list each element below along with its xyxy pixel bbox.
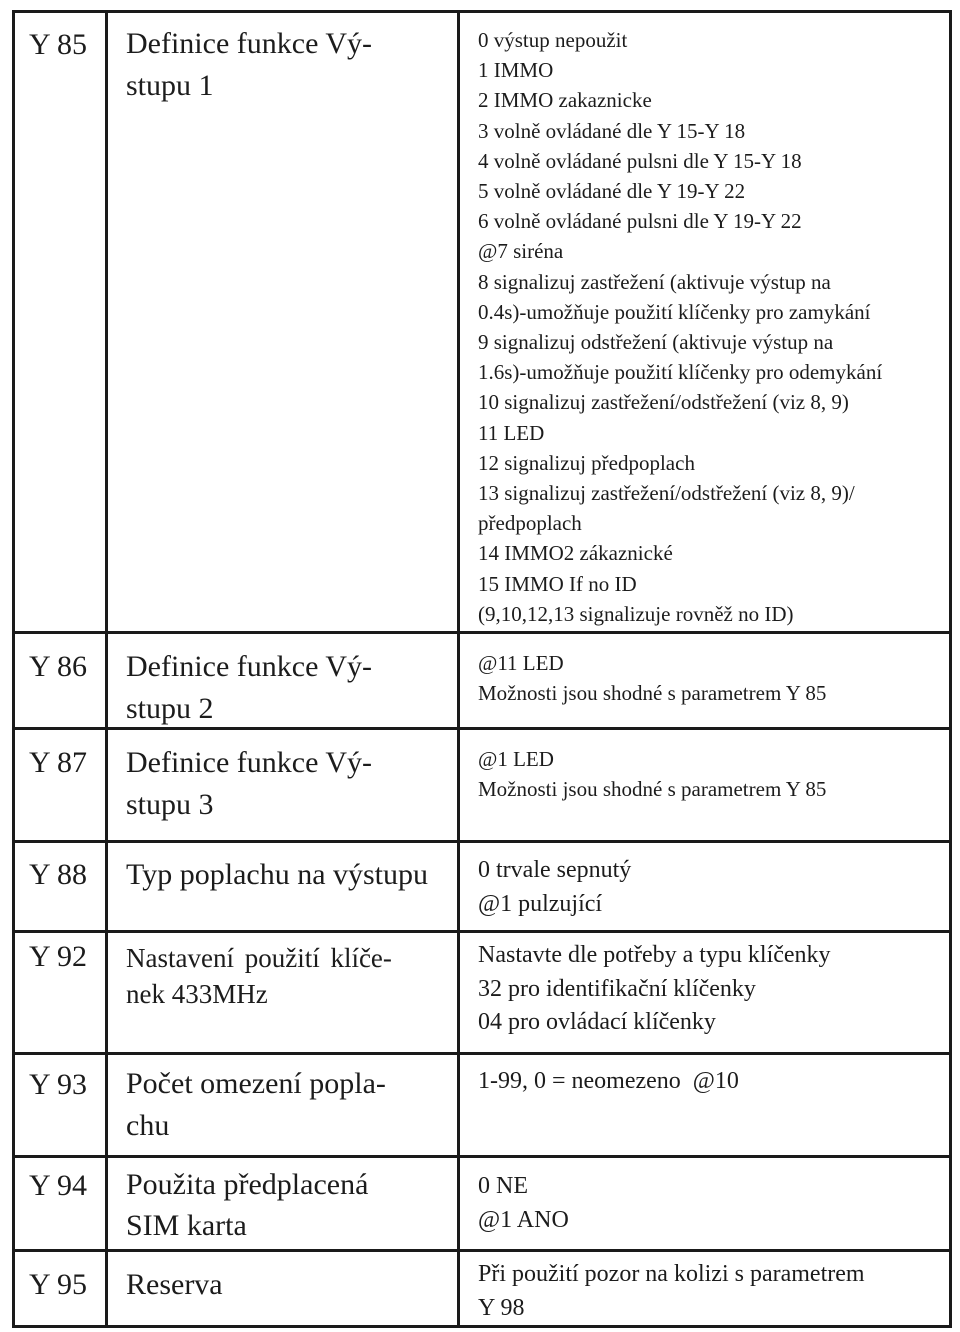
table-row	[12, 10, 952, 634]
param-code-cell	[12, 1249, 108, 1328]
value-list	[478, 744, 826, 804]
value-list	[478, 25, 882, 629]
param-name-line: Definice funkce Vý-	[126, 746, 373, 779]
value-line: Možnosti jsou shodné s parametrem Y 85	[478, 681, 827, 706]
param-name-line: Nastavení použití klíče-	[126, 943, 392, 973]
param-name-line: SIM karta	[126, 1209, 247, 1242]
parameter-table	[12, 10, 952, 1328]
param-code-cell	[12, 930, 108, 1055]
param-name-line: Definice funkce Vý-	[126, 27, 373, 60]
param-value-cell	[457, 727, 952, 843]
param-name-cell	[105, 840, 460, 933]
param-code: Y 88	[29, 858, 88, 891]
param-name-line: Reserva	[126, 1268, 223, 1301]
table-row	[12, 631, 952, 730]
value-line: 13 signalizuj zastřežení/odstřežení (viz 8, 9)/	[478, 481, 855, 506]
param-code: Y 86	[29, 650, 88, 683]
value-line: Nastavte dle potřeby a typu klíčenky	[478, 942, 831, 968]
param-name-line: nek 433MHz	[126, 979, 268, 1009]
value-line: 6 volně ovládané pulsni dle Y 19-Y 22	[478, 209, 802, 234]
param-name-cell	[105, 727, 460, 843]
param-value-cell	[457, 10, 952, 634]
param-name-cell	[105, 930, 460, 1055]
value-line: Možnosti jsou shodné s parametrem Y 85	[478, 777, 827, 802]
value-line: 9 signalizuj odstřežení (aktivuje výstup na	[478, 330, 834, 355]
param-name-cell	[105, 1155, 460, 1252]
param-name-cell	[105, 1249, 460, 1328]
param-name-line: stupu 2	[126, 692, 214, 725]
value-line: 32 pro identifikační klíčenky	[478, 975, 756, 1002]
value-line: 04 pro ovládací klíčenky	[478, 1009, 716, 1035]
table-row	[12, 1155, 952, 1252]
table-row	[12, 930, 952, 1055]
table-row	[12, 1249, 952, 1328]
value-list	[478, 939, 831, 1040]
value-list	[478, 1065, 739, 1099]
param-code-cell	[12, 840, 108, 933]
param-code: Y 92	[29, 940, 88, 973]
param-code-cell	[12, 727, 108, 843]
param-name-cell	[105, 631, 460, 730]
value-line: 1.6s)-umožňuje použití klíčenky pro odemykání	[478, 360, 883, 385]
table-row	[12, 840, 952, 933]
table-row	[12, 1052, 952, 1158]
param-code: Y 87	[29, 746, 88, 779]
param-value-cell	[457, 1249, 952, 1328]
param-code-cell	[12, 10, 108, 634]
value-line: předpoplach	[478, 511, 582, 536]
param-name-line: Počet omezení popla-	[126, 1067, 386, 1100]
param-name-line: Použita předplacená	[126, 1168, 369, 1201]
param-code: Y 94	[29, 1169, 88, 1202]
value-list	[478, 854, 631, 921]
param-name-line: Definice funkce Vý-	[126, 650, 373, 683]
value-line: Při použití pozor na kolizi s parametrem	[478, 1261, 865, 1287]
value-line: 0.4s)-umožňuje použití klíčenky pro zamykání	[478, 299, 871, 324]
param-value-cell	[457, 1052, 952, 1158]
value-line: 4 volně ovládané pulsni dle Y 15-Y 18	[478, 148, 802, 173]
param-name-line: stupu 1	[126, 69, 214, 102]
value-line: Y 98	[478, 1294, 525, 1321]
value-line: 0 trvale sepnutý	[478, 857, 632, 883]
value-line: 2 IMMO zakaznicke	[478, 88, 652, 113]
value-line: @11 LED	[478, 651, 564, 675]
param-code: Y 95	[29, 1268, 88, 1301]
value-line: 11 LED	[478, 420, 545, 445]
value-line: 14 IMMO2 zákaznické	[478, 541, 673, 566]
value-list	[478, 648, 826, 708]
value-list	[478, 1258, 865, 1325]
param-code: Y 93	[29, 1068, 88, 1101]
param-value-cell	[457, 631, 952, 730]
param-name-cell	[105, 1052, 460, 1158]
value-line: @1 LED	[478, 747, 554, 771]
param-value-cell	[457, 930, 952, 1055]
param-value-cell	[457, 1155, 952, 1252]
value-line: 3 volně ovládané dle Y 15-Y 18	[478, 118, 746, 143]
param-code-cell	[12, 1052, 108, 1158]
value-line: 1-99, 0 = neomezeno @10	[478, 1068, 739, 1094]
value-line: @7 siréna	[478, 239, 564, 264]
param-code-cell	[12, 631, 108, 730]
param-code-cell	[12, 1155, 108, 1252]
param-name-line: Typ poplachu na výstupu	[126, 858, 429, 891]
value-line: (9,10,12,13 signalizuje rovněž no ID)	[478, 601, 794, 626]
param-code: Y 85	[29, 28, 88, 61]
value-line: @1 pulzující	[478, 890, 603, 917]
value-line: 1 IMMO	[478, 58, 554, 83]
value-line: 12 signalizuj předpoplach	[478, 450, 695, 475]
value-line: 8 signalizuj zastřežení (aktivuje výstup na	[478, 269, 831, 294]
param-value-cell	[457, 840, 952, 933]
value-line: 5 volně ovládané dle Y 19-Y 22	[478, 179, 746, 204]
value-line: 15 IMMO If no ID	[478, 571, 637, 596]
param-name-cell	[105, 10, 460, 634]
value-line: 0 NE	[478, 1173, 528, 1199]
value-line: @1 ANO	[478, 1206, 569, 1233]
value-list	[478, 1170, 569, 1237]
value-line: 10 signalizuj zastřežení/odstřežení (viz 8, 9)	[478, 390, 849, 415]
param-name-line: stupu 3	[126, 788, 214, 821]
table-row	[12, 727, 952, 843]
value-line: 0 výstup nepoužit	[478, 28, 628, 52]
param-name-line: chu	[126, 1109, 170, 1142]
